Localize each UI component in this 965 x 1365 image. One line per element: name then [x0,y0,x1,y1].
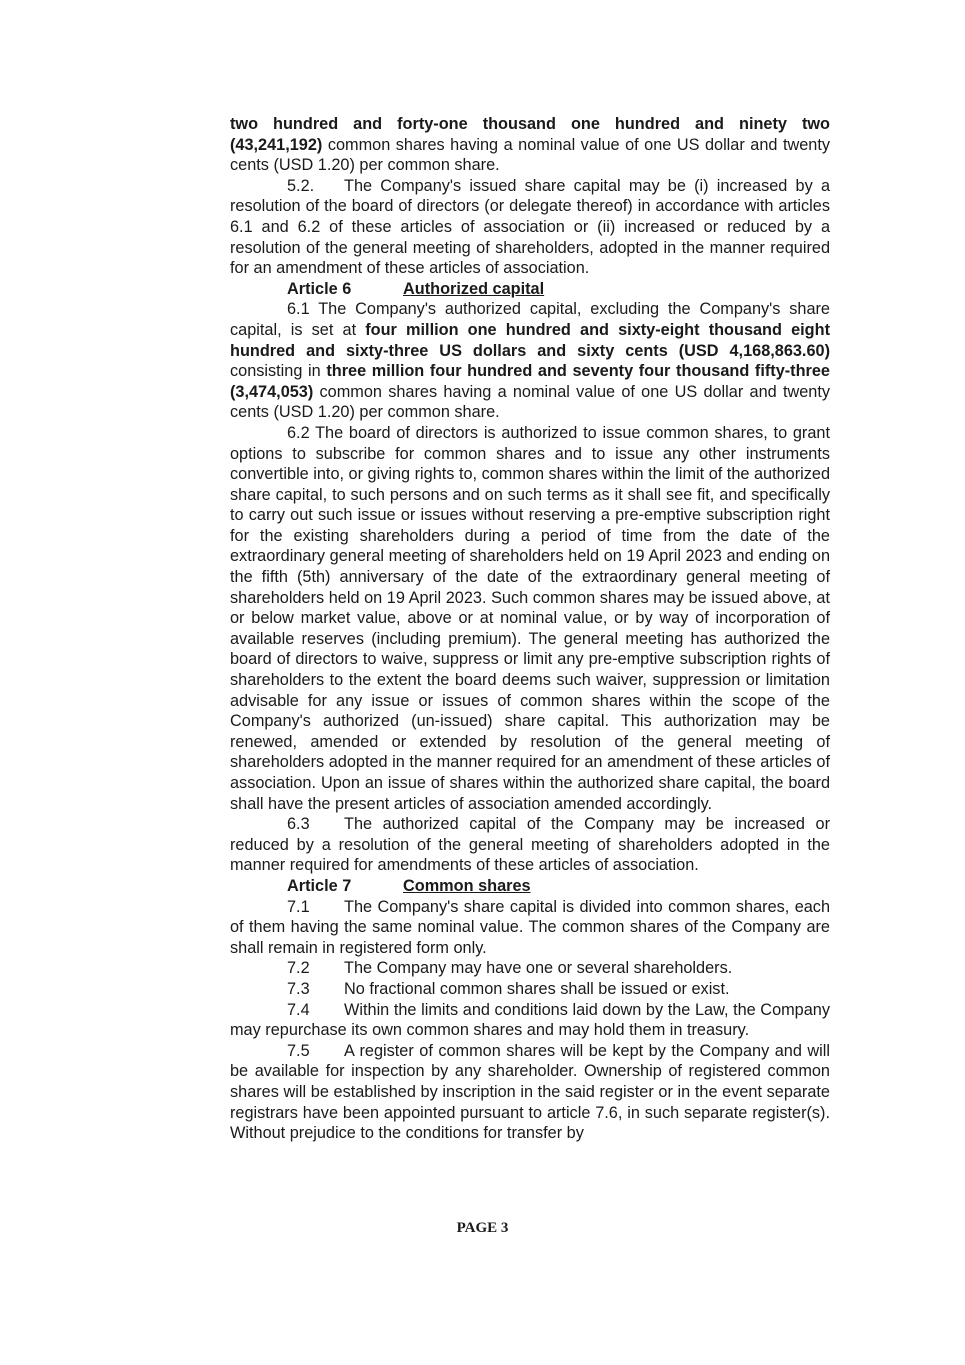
paragraph-text: Within the limits and conditions laid down by the Law, the Company may repurchase its own common shares and may hold them in treasury. [230,1000,830,1040]
paragraph-7-4 [230,1000,830,1041]
article-title: Common shares [403,876,531,895]
bold-text: four million one hundred and sixty-eight thousand eight hundred and sixty-three US dollars and sixty cents (USD 4,168,863.60) [230,320,830,360]
paragraph-5-2 [230,176,830,279]
article-6-heading [230,279,830,300]
article-label: Article 7 [287,876,352,895]
paragraph-text: No fractional common shares shall be issued or exist. [344,979,730,998]
paragraph-text: 6.1 The Company's authorized capital, excluding the Company's share capital, is set at [230,300,830,339]
paragraph-6-3 [230,814,830,876]
paragraph-text: The authorized capital of the Company may be increased or reduced by a resolution of the general meeting of shareholders adopted in the manner required for amendments of these articles of association. [230,815,830,875]
bold-text: two hundred and forty-one thousand one hundred and ninety two (43,241,192) [230,115,830,154]
paragraph-7-5 [230,1041,830,1144]
paragraph-text: consisting in [230,362,327,381]
paragraph-7-2 [230,958,830,979]
paragraph-7-3 [230,979,830,1000]
paragraph-number: 7.2 [287,959,310,978]
paragraph-5-1-continuation [230,114,830,176]
paragraph-number: 5.2. [287,176,315,195]
paragraph-text: The Company's share capital is divided into common shares, each of them having the same nominal value. The common shares of the Company are shall remain in registered form only. [230,897,830,957]
paragraph-6-1 [230,299,830,423]
paragraph-text: The Company's issued share capital may be (i) increased by a resolution of the board of directors (or delegate thereof) in accordance with articles 6.1 and 6.2 of these articles of association or (ii) increased or reduced by a resolution of the general meeting of shareholders, adopted in the manner required for an amendment of these articles of association. [230,176,830,278]
body-text [230,114,830,1144]
paragraph-7-1 [230,897,830,959]
paragraph-number: 7.1 [287,897,310,916]
paragraph-6-2: 6.2 The board of directors is authorized to issue common shares, to grant options to subscribe for common shares and to issue any other instruments convertible into, or giving rights to, common shares within the limit of the authorized share capital, to such persons and on such terms as it shall see fit, and specifically to carry out such issue or issues without reserving a pre-emptive subscription right for the existing shareholders during a period of time from the date of the extraordinary general meeting of shareholders held on 19 April 2023 and ending on the fifth (5th) anniversary of the date of the extraordinary general meeting of shareholders held on 19 April 2023. Such common shares may be issued above, at or below market value, above or at nominal value, or by way of incorporation of available reserves (including premium). The general meeting has authorized the board of directors to waive, suppress or limit any pre-emptive subscription rights of shareholders to the extent the board deems such waiver, suppression or limitation advisable for any issue or issues of common shares within the scope of the Company's authorized (un-issued) share capital. This authorization may be renewed, amended or extended by resolution of the general meeting of shareholders adopted in the manner required for an amendment of these articles of association. Upon an issue of shares within the authorized share capital, the board shall have the present articles of association amended accordingly. [230,423,830,813]
article-7-heading [230,876,830,897]
page-number: PAGE 3 [456,1220,509,1236]
paragraph-text: common shares having a nominal value of one US dollar and twenty cents (USD 1.20) per common share. [230,135,830,175]
article-label: Article 6 [287,279,352,298]
paragraph-number: 7.3 [287,979,310,998]
bold-text: three million four hundred and seventy four thousand fifty-three (3,474,053) [230,362,830,401]
paragraph-text: The Company may have one or several shareholders. [344,959,733,978]
paragraph-text: A register of common shares will be kept by the Company and will be available for inspection by any shareholder. Ownership of registered common shares will be established by inscription in the said register or in the event separate registrars have been appointed pursuant to article 7.6, in such separate register(s). Without prejudice to the conditions for transfer by [230,1041,830,1143]
paragraph-number: 7.4 [287,1000,310,1019]
paragraph-text: common shares having a nominal value of one US dollar and twenty cents (USD 1.20) per common share. [230,382,830,422]
paragraph-number: 6.3 [287,815,310,834]
article-title: Authorized capital [403,279,545,298]
paragraph-number: 7.5 [287,1041,310,1060]
